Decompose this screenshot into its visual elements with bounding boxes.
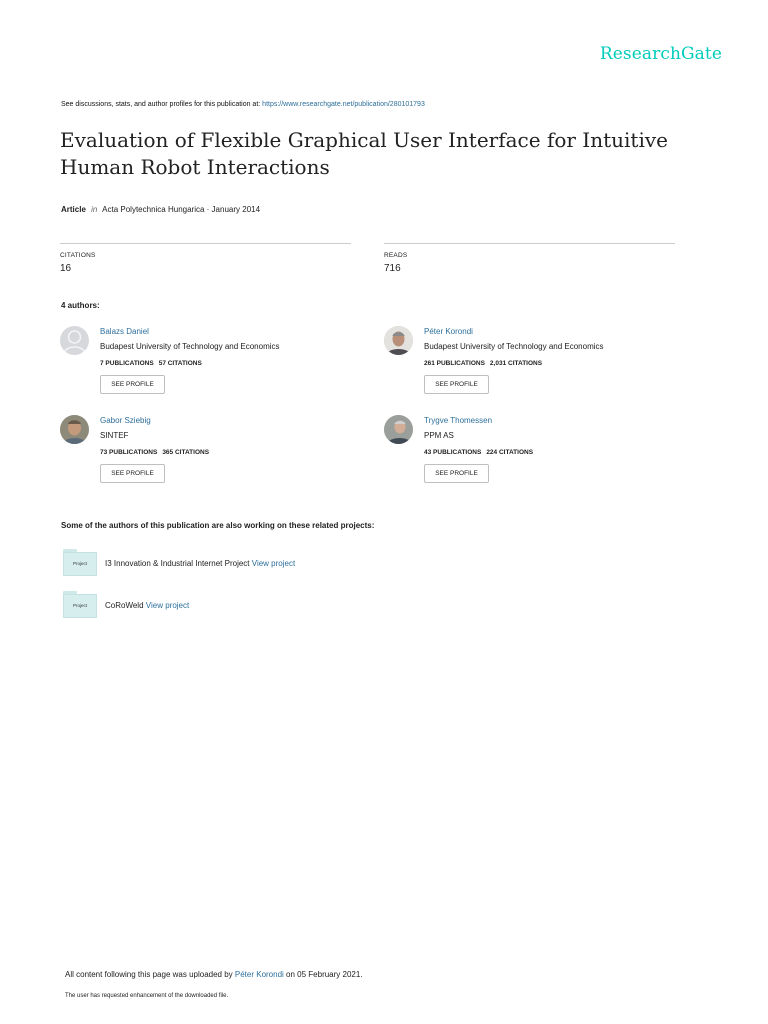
reads-stat bbox=[384, 243, 675, 274]
avatar[interactable] bbox=[60, 415, 89, 444]
author-publications: 73 PUBLICATIONS bbox=[100, 449, 158, 456]
author-stats bbox=[424, 449, 533, 456]
authors-heading: 4 authors: bbox=[61, 301, 100, 310]
see-profile-button[interactable]: SEE PROFILE bbox=[424, 464, 489, 483]
author-name[interactable]: Balazs Daniel bbox=[100, 327, 149, 336]
author-citations: 2,031 CITATIONS bbox=[489, 360, 543, 367]
in-word: in bbox=[91, 205, 98, 214]
author-stats bbox=[424, 360, 542, 367]
citations-label: CITATIONS bbox=[60, 252, 96, 259]
author-institution: Budapest University of Technology and Economics bbox=[100, 342, 280, 351]
author-stats bbox=[100, 449, 209, 456]
reads-label: READS bbox=[384, 252, 408, 259]
author-photo-icon bbox=[60, 415, 89, 444]
author-citations: 365 CITATIONS bbox=[162, 449, 210, 456]
citations-stat bbox=[60, 243, 351, 274]
project-badge: Project bbox=[72, 561, 87, 566]
author-name[interactable]: Gabor Sziebig bbox=[100, 416, 151, 425]
see-profile-button[interactable]: SEE PROFILE bbox=[100, 375, 165, 394]
see-profile-button[interactable]: SEE PROFILE bbox=[100, 464, 165, 483]
author-card bbox=[60, 326, 360, 396]
view-project-link[interactable]: View project bbox=[145, 601, 190, 610]
author-citations: 224 CITATIONS bbox=[486, 449, 534, 456]
upload-prefix: All content following this page was uploaded by bbox=[65, 970, 235, 979]
view-project-link[interactable]: View project bbox=[251, 559, 296, 568]
researchgate-logo[interactable]: ResearchGate bbox=[599, 44, 722, 64]
upload-note bbox=[65, 970, 363, 979]
project-folder-icon bbox=[63, 591, 97, 618]
uploader-link[interactable]: Péter Korondi bbox=[234, 970, 284, 979]
author-citations: 57 CITATIONS bbox=[158, 360, 202, 367]
avatar[interactable] bbox=[384, 415, 413, 444]
journal-name[interactable]: Acta Polytechnica Hungarica bbox=[102, 205, 205, 214]
author-card bbox=[384, 326, 684, 396]
enhancement-note: The user has requested enhancement of the downloaded file. bbox=[65, 993, 229, 999]
publication-url-link[interactable]: https://www.researchgate.net/publication/280101793 bbox=[262, 101, 425, 108]
default-avatar-icon bbox=[60, 326, 89, 355]
project-name: I3 Innovation & Industrial Internet Project bbox=[105, 559, 250, 568]
author-publications: 43 PUBLICATIONS bbox=[424, 449, 482, 456]
project-badge: Project bbox=[72, 603, 87, 608]
author-photo-icon bbox=[384, 326, 413, 355]
author-institution: Budapest University of Technology and Economics bbox=[424, 342, 604, 351]
author-name[interactable]: Trygve Thomessen bbox=[424, 416, 493, 425]
publication-title: Evaluation of Flexible Graphical User Interface for Intuitive Human Robot Interactions bbox=[60, 128, 668, 179]
author-publications: 7 PUBLICATIONS bbox=[100, 360, 154, 367]
project-name: CoRoWeld bbox=[105, 601, 144, 610]
discussion-text: See discussions, stats, and author profiles for this publication at: bbox=[61, 101, 263, 108]
author-photo-icon bbox=[384, 415, 413, 444]
author-stats bbox=[100, 360, 202, 367]
article-type: Article bbox=[61, 205, 86, 214]
author-card bbox=[60, 415, 360, 485]
discussion-line bbox=[61, 101, 425, 108]
see-profile-button[interactable]: SEE PROFILE bbox=[424, 375, 489, 394]
project-folder-icon bbox=[63, 549, 97, 576]
author-name[interactable]: Péter Korondi bbox=[424, 327, 473, 336]
avatar[interactable] bbox=[384, 326, 413, 355]
publication-date: · January 2014 bbox=[206, 205, 261, 214]
upload-suffix: on 05 February 2021. bbox=[283, 970, 363, 979]
author-institution: SINTEF bbox=[100, 431, 129, 440]
avatar[interactable] bbox=[60, 326, 89, 355]
author-publications: 261 PUBLICATIONS bbox=[424, 360, 485, 367]
project-text bbox=[105, 559, 295, 568]
author-card bbox=[384, 415, 684, 485]
reads-value: 716 bbox=[384, 263, 401, 274]
project-text bbox=[105, 601, 189, 610]
author-institution: PPM AS bbox=[424, 431, 454, 440]
publication-meta bbox=[61, 205, 260, 214]
related-projects-heading: Some of the authors of this publication are also working on these related projects: bbox=[61, 521, 375, 530]
citations-value: 16 bbox=[60, 263, 72, 274]
